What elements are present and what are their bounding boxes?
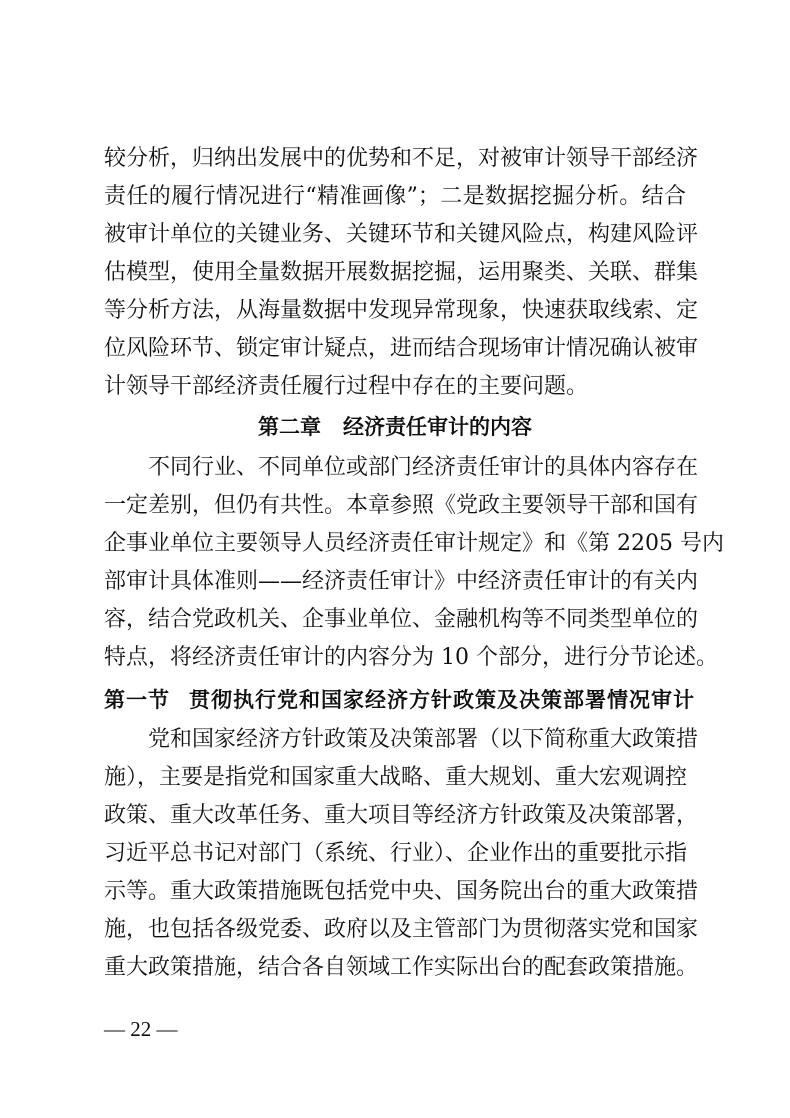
- paragraph-line: 企事业单位主要领导人员经济责任审计规定》和《第 2205 号内: [104, 531, 724, 556]
- paragraph-line: 政策、重大改革任务、重大项目等经济方针政策及决策部署，: [104, 803, 699, 828]
- paragraph-line: 较分析，归纳出发展中的优势和不足，对被审计领导干部经济: [104, 146, 699, 171]
- paragraph-line: 估模型，使用全量数据开展数据挖掘，运用聚类、关联、群集: [104, 260, 699, 285]
- page-number: — 22 —: [104, 1017, 178, 1041]
- paragraph-line: 计领导干部经济责任履行过程中存在的主要问题。: [104, 374, 589, 399]
- paragraph-line: 特点，将经济责任审计的内容分为 10 个部分，进行分节论述。: [104, 645, 718, 670]
- paragraph-line: 一定差别，但仍有共性。本章参照《党政主要领导干部和国有: [104, 493, 699, 518]
- paragraph-line: 位风险环节、锁定审计疑点，进而结合现场审计情况确认被审: [104, 336, 699, 361]
- paragraph-line: 施），主要是指党和国家重大战略、重大规划、重大宏观调控: [104, 765, 688, 790]
- paragraph-line: 等分析方法，从海量数据中发现异常现象，快速获取线索、定: [104, 298, 699, 323]
- section-heading: [104, 685, 694, 715]
- paragraph-line: 被审计单位的关键业务、关键环节和关键风险点，构建风险评: [104, 222, 699, 247]
- paragraph-line: 党和国家经济方针政策及决策部署（以下简称重大政策措: [148, 727, 699, 752]
- section-title: 贯彻执行党和国家经济方针政策及决策部署情况审计: [188, 688, 694, 712]
- paragraph-line: 重大政策措施，结合各自领域工作实际出台的配套政策措施。: [104, 955, 699, 980]
- paragraph-line: 部审计具体准则——经济责任审计》中经济责任审计的有关内: [104, 569, 699, 594]
- paragraph-line: 责任的履行情况进行“精准画像”；二是数据挖掘分析。结合: [104, 184, 686, 209]
- paragraph-line: 不同行业、不同单位或部门经济责任审计的具体内容存在: [148, 455, 699, 480]
- chapter-number: 第二章: [258, 415, 321, 439]
- chapter-heading: [0, 412, 790, 442]
- paragraph-line: 示等。重大政策措施既包括党中央、国务院出台的重大政策措: [104, 879, 699, 904]
- paragraph-line: 容，结合党政机关、企事业单位、金融机构等不同类型单位的: [104, 607, 699, 632]
- paragraph-line: 习近平总书记对部门（系统、行业）、企业作出的重要批示指: [104, 841, 688, 866]
- paragraph-line: 施，也包括各级党委、政府以及主管部门为贯彻落实党和国家: [104, 917, 699, 942]
- chapter-title: 经济责任审计的内容: [343, 415, 532, 439]
- section-number: 第一节: [104, 688, 170, 712]
